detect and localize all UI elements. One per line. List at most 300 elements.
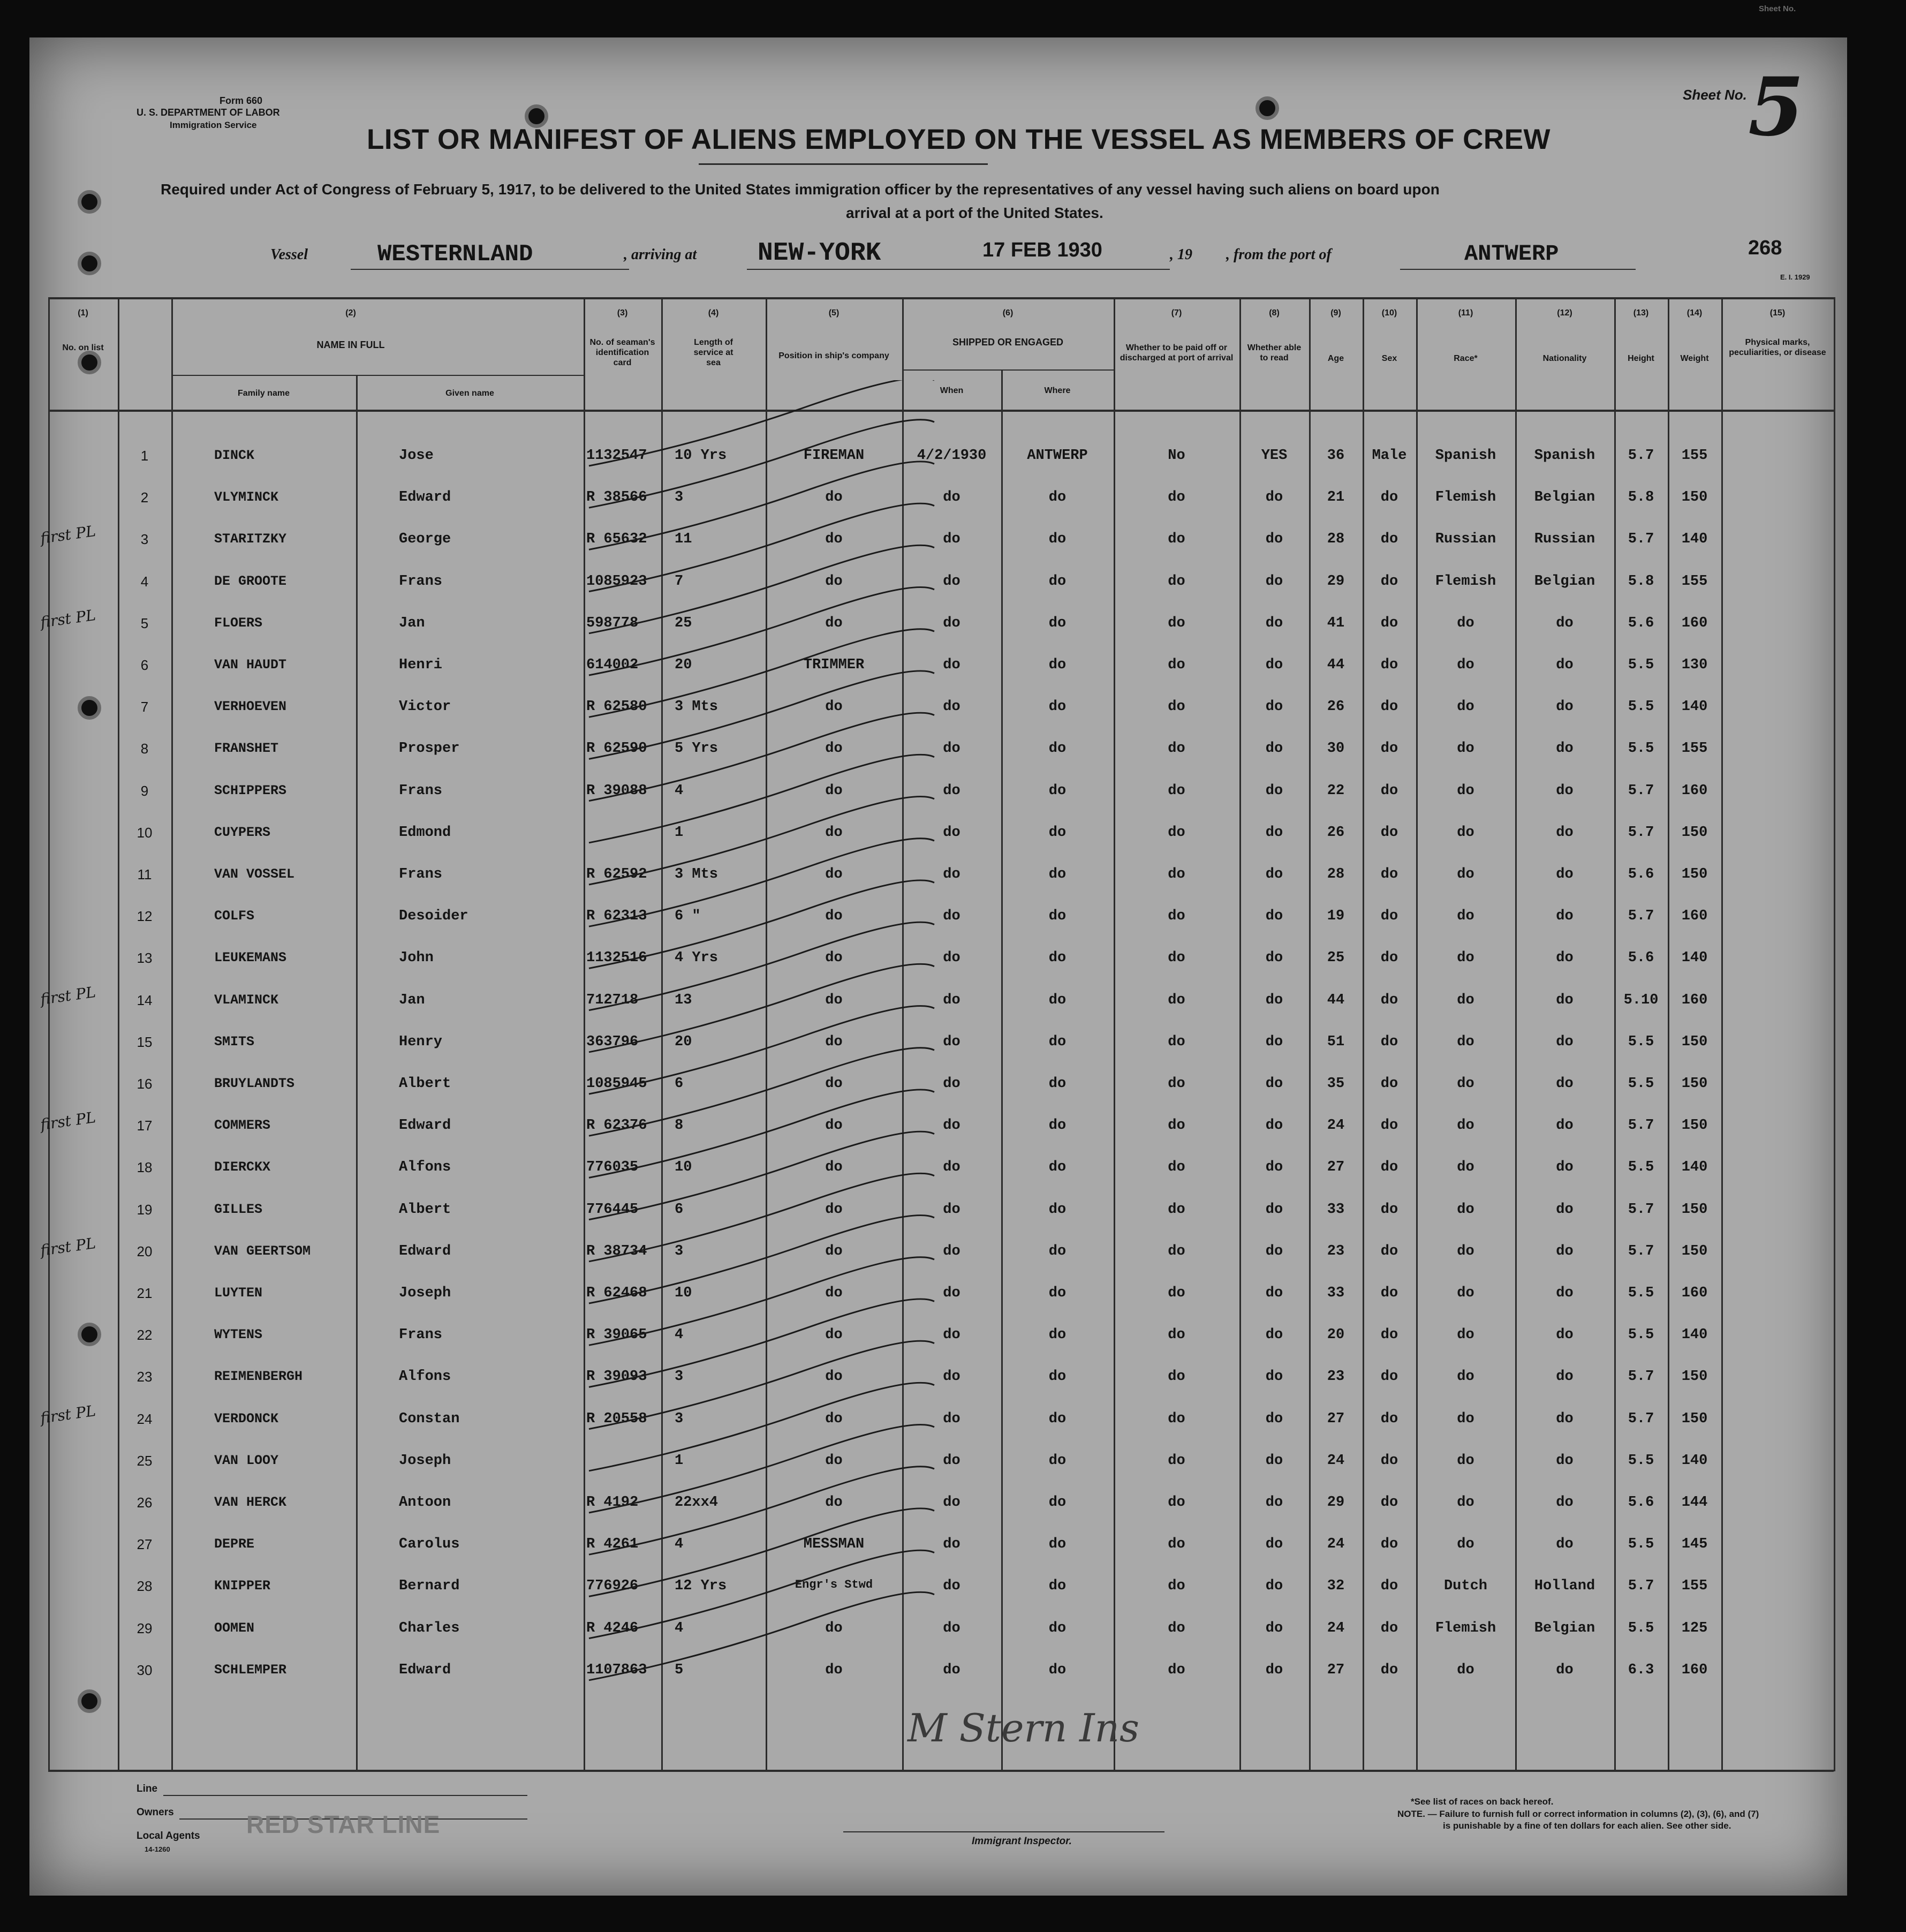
cell-paid: do — [1168, 1536, 1185, 1552]
cell-family-name: KNIPPER — [214, 1578, 271, 1594]
cell-family-name: FLOERS — [214, 615, 263, 631]
cell-where: do — [1048, 1578, 1067, 1594]
col-num: (5) — [828, 308, 839, 318]
cell-when: do — [943, 1159, 960, 1175]
cell-where: do — [1048, 1076, 1067, 1092]
cell-race: do — [1457, 1662, 1474, 1678]
col-divider — [171, 297, 173, 1771]
cell-position: do — [825, 1662, 843, 1678]
top-sheet-label: Sheet No. — [1759, 4, 1796, 13]
cell-height: 5.5 — [1628, 1076, 1654, 1092]
cell-sex: do — [1380, 866, 1398, 882]
cell-where: do — [1048, 992, 1067, 1008]
cell-family-name: VLYMINCK — [214, 489, 279, 505]
cell-when: do — [943, 950, 960, 966]
cell-when: do — [943, 825, 960, 841]
cell-weight: 125 — [1681, 1620, 1708, 1636]
cell-age: 32 — [1327, 1578, 1345, 1594]
cell-card-number: 776035 — [586, 1159, 639, 1175]
col-header-card: No. of seaman's identification card — [589, 338, 655, 367]
cell-age: 24 — [1327, 1536, 1345, 1552]
cell-weight: 150 — [1681, 825, 1708, 841]
shipped-subheader-line — [902, 369, 1114, 371]
cell-card-number: 776445 — [586, 1202, 639, 1218]
cell-when: do — [943, 1411, 960, 1427]
cell-service: 10 — [675, 1159, 692, 1175]
cell-height: 5.5 — [1628, 657, 1654, 673]
vessel-name: WESTERNLAND — [377, 241, 533, 268]
pen-slash — [589, 420, 934, 508]
cell-read: do — [1265, 1159, 1283, 1175]
cell-service: 5 Yrs — [675, 741, 718, 757]
cell-no: 19 — [137, 1202, 153, 1218]
cell-race: do — [1457, 1034, 1474, 1050]
cell-card-number: 712718 — [586, 992, 639, 1008]
col-num: (8) — [1269, 308, 1280, 318]
col-num: (4) — [708, 308, 719, 318]
cell-paid: do — [1168, 1076, 1185, 1092]
col-header-race: Race* — [1454, 354, 1478, 363]
cell-sex: do — [1380, 699, 1398, 715]
cell-read: do — [1265, 573, 1283, 590]
margin-note: first PL — [39, 1108, 97, 1134]
cell-when: do — [943, 1034, 960, 1050]
cell-nationality: do — [1556, 992, 1574, 1008]
col-num: (6) — [1002, 308, 1013, 318]
cell-sex: do — [1380, 1327, 1398, 1343]
cell-service: 10 Yrs — [675, 448, 727, 464]
cell-family-name: BRUYLANDTS — [214, 1076, 295, 1091]
cell-age: 29 — [1327, 573, 1345, 590]
cell-position: do — [825, 1034, 843, 1050]
cell-weight: 155 — [1681, 1578, 1708, 1594]
cell-height: 5.7 — [1628, 908, 1654, 924]
cell-where: do — [1048, 1034, 1067, 1050]
cell-family-name: SCHLEMPER — [214, 1662, 287, 1678]
cell-age: 27 — [1327, 1411, 1345, 1427]
cell-read: do — [1265, 699, 1283, 715]
cell-nationality: do — [1556, 1536, 1574, 1552]
cell-weight: 145 — [1681, 1536, 1708, 1552]
cell-service: 4 — [675, 783, 684, 799]
cell-no: 1 — [140, 448, 149, 464]
cell-card-number: 1085945 — [586, 1076, 647, 1092]
pen-slash — [589, 964, 934, 1052]
owners-label: Owners — [137, 1807, 174, 1818]
cell-card-number: R 20558 — [586, 1411, 647, 1427]
cell-race: do — [1457, 992, 1474, 1008]
cell-given-name: Edward — [399, 1118, 451, 1134]
cell-family-name: FRANSHET — [214, 741, 279, 756]
cell-no: 21 — [137, 1285, 153, 1301]
pen-slash — [589, 1467, 934, 1554]
cell-where: do — [1048, 1118, 1067, 1134]
cell-height: 5.7 — [1628, 448, 1654, 464]
line-label: Line — [137, 1783, 158, 1794]
col-num: (3) — [617, 308, 628, 318]
cell-when: do — [943, 531, 960, 547]
cell-weight: 140 — [1681, 531, 1708, 547]
cell-where: do — [1048, 741, 1067, 757]
cell-weight: 150 — [1681, 1243, 1708, 1259]
cell-given-name: Constan — [399, 1411, 460, 1427]
cell-no: 13 — [137, 950, 153, 966]
cell-weight: 150 — [1681, 1411, 1708, 1427]
department: U. S. DEPARTMENT OF LABOR — [137, 107, 280, 118]
cell-age: 24 — [1327, 1453, 1345, 1469]
cell-height: 5.5 — [1628, 1453, 1654, 1469]
cell-position: do — [825, 992, 843, 1008]
cell-age: 44 — [1327, 657, 1345, 673]
cell-where: do — [1048, 1285, 1067, 1301]
cell-age: 28 — [1327, 531, 1345, 547]
cell-no: 9 — [140, 783, 149, 799]
form-code: E. I. 1929 — [1780, 273, 1810, 281]
cell-weight: 150 — [1681, 1034, 1708, 1050]
cell-position: do — [825, 1369, 843, 1385]
cell-race: do — [1457, 1285, 1474, 1301]
col-header-shipped: SHIPPED OR ENGAGED — [952, 337, 1064, 348]
cell-position: do — [825, 1202, 843, 1218]
cell-weight: 140 — [1681, 1453, 1708, 1469]
col-num: (11) — [1458, 308, 1473, 318]
cell-age: 23 — [1327, 1369, 1345, 1385]
form-number: Form 660 — [220, 95, 263, 106]
cell-nationality: do — [1556, 615, 1574, 631]
cell-height: 5.5 — [1628, 1536, 1654, 1552]
margin-note: first PL — [39, 606, 97, 632]
cell-sex: do — [1380, 1159, 1398, 1175]
cell-card-number: R 62580 — [586, 699, 647, 715]
cell-nationality: do — [1556, 1243, 1574, 1259]
cell-where: do — [1048, 783, 1067, 799]
cell-given-name: George — [399, 531, 451, 547]
cell-position: do — [825, 950, 843, 966]
cell-no: 7 — [140, 699, 149, 715]
cell-read: do — [1265, 908, 1283, 924]
cell-given-name: Victor — [399, 699, 451, 715]
cell-when: do — [943, 573, 960, 590]
cell-read: do — [1265, 1243, 1283, 1259]
cell-no: 3 — [140, 531, 149, 547]
cell-read: do — [1265, 1034, 1283, 1050]
cell-given-name: Bernard — [399, 1578, 460, 1594]
cell-race: do — [1457, 1495, 1474, 1511]
cell-no: 10 — [137, 825, 153, 841]
cell-weight: 155 — [1681, 741, 1708, 757]
pen-slash — [589, 1216, 934, 1303]
cell-weight: 150 — [1681, 1118, 1708, 1134]
cell-paid: do — [1168, 950, 1185, 966]
cell-position: do — [825, 699, 843, 715]
agents-label: Local Agents — [137, 1830, 200, 1842]
cell-position: do — [825, 1243, 843, 1259]
col-header-weight: Weight — [1680, 354, 1709, 363]
cell-read: do — [1265, 1495, 1283, 1511]
cell-nationality: do — [1556, 1369, 1574, 1385]
table-bottom-border — [48, 1770, 1834, 1772]
cell-age: 41 — [1327, 615, 1345, 631]
cell-nationality: do — [1556, 908, 1574, 924]
cell-given-name: Alfons — [399, 1159, 451, 1175]
cell-service: 4 — [675, 1536, 684, 1552]
punch-hole — [78, 190, 101, 214]
cell-sex: do — [1380, 1243, 1398, 1259]
cell-given-name: Frans — [399, 866, 443, 882]
name-subheader-line — [171, 375, 584, 376]
cell-family-name: DEPRE — [214, 1536, 255, 1552]
cell-read: do — [1265, 992, 1283, 1008]
cell-card-number: R 62592 — [586, 866, 647, 882]
cell-no: 17 — [137, 1118, 153, 1134]
cell-card-number: 598778 — [586, 615, 639, 631]
cell-read: do — [1265, 825, 1283, 841]
cell-paid: do — [1168, 1327, 1185, 1343]
cell-age: 28 — [1327, 866, 1345, 882]
cell-no: 12 — [137, 908, 153, 924]
pen-slash — [589, 1131, 934, 1219]
cell-paid: do — [1168, 657, 1185, 673]
cell-where: do — [1048, 1536, 1067, 1552]
cell-height: 5.6 — [1628, 950, 1654, 966]
cell-age: 44 — [1327, 992, 1345, 1008]
cell-nationality: do — [1556, 1453, 1574, 1469]
cell-read: do — [1265, 1453, 1283, 1469]
cell-weight: 160 — [1681, 1662, 1708, 1678]
pen-slash — [589, 671, 934, 759]
cell-given-name: Frans — [399, 783, 443, 799]
col-header-no: No. on list — [62, 343, 104, 352]
cell-no: 18 — [137, 1159, 153, 1175]
margin-note: first PL — [39, 1401, 97, 1428]
cell-race: do — [1457, 1369, 1474, 1385]
cell-service: 10 — [675, 1285, 692, 1301]
note-races: *See list of races on back hereof. — [1411, 1797, 1554, 1807]
cell-when: 4/2/1930 — [917, 448, 987, 464]
cell-card-number: R 4246 — [586, 1620, 639, 1636]
cell-height: 5.10 — [1623, 992, 1659, 1008]
cell-when: do — [943, 1369, 960, 1385]
cell-nationality: Belgian — [1534, 1620, 1595, 1636]
cell-family-name: VAN HAUDT — [214, 657, 287, 673]
cell-read: do — [1265, 1202, 1283, 1218]
title-underline — [699, 163, 988, 165]
cell-position: do — [825, 489, 843, 505]
cell-weight: 155 — [1681, 573, 1708, 590]
vessel-label: Vessel — [270, 246, 308, 263]
cell-race: do — [1457, 1327, 1474, 1343]
cell-read: do — [1265, 615, 1283, 631]
service: Immigration Service — [170, 120, 257, 130]
cell-race: do — [1457, 1202, 1474, 1218]
cell-read: YES — [1261, 448, 1288, 464]
cell-position: do — [825, 1411, 843, 1427]
cell-nationality: do — [1556, 1159, 1574, 1175]
pen-slash — [589, 1090, 934, 1178]
cell-nationality: do — [1556, 657, 1574, 673]
cell-sex: do — [1380, 657, 1398, 673]
cell-sex: do — [1380, 1495, 1398, 1511]
cell-where: do — [1048, 1495, 1067, 1511]
cell-race: do — [1457, 866, 1474, 882]
cell-given-name: Henri — [399, 657, 443, 673]
cell-height: 5.7 — [1628, 1578, 1654, 1594]
cell-given-name: Edward — [399, 1243, 451, 1259]
pen-slash — [589, 503, 934, 591]
cell-weight: 160 — [1681, 908, 1708, 924]
cell-paid: do — [1168, 1411, 1185, 1427]
cell-paid: do — [1168, 1578, 1185, 1594]
cell-card-number: 1085923 — [586, 573, 647, 590]
cell-card-number: R 39088 — [586, 783, 647, 799]
cell-weight: 150 — [1681, 1202, 1708, 1218]
cell-age: 33 — [1327, 1285, 1345, 1301]
pen-slashes — [581, 380, 956, 1751]
cell-race: Dutch — [1443, 1578, 1487, 1594]
cell-paid: do — [1168, 1495, 1185, 1511]
cell-family-name: GILLES — [214, 1202, 263, 1217]
cell-height: 5.7 — [1628, 1411, 1654, 1427]
cell-where: do — [1048, 908, 1067, 924]
cell-height: 5.6 — [1628, 866, 1654, 882]
arriving-port: NEW-YORK — [758, 239, 881, 268]
col-num: (7) — [1171, 308, 1182, 318]
cell-service: 4 — [675, 1327, 684, 1343]
cell-given-name: Albert — [399, 1202, 451, 1218]
cell-where: do — [1048, 657, 1067, 673]
cell-given-name: Alfons — [399, 1369, 451, 1385]
cell-read: do — [1265, 741, 1283, 757]
vessel-underline — [351, 269, 629, 270]
sheet-number: 5 — [1748, 60, 1804, 154]
cell-service: 6 — [675, 1076, 684, 1092]
inspector-signature: M Stern Ins — [907, 1705, 1139, 1750]
cell-service: 4 — [675, 1620, 684, 1636]
cell-paid: do — [1168, 531, 1185, 547]
agents-code: 14-1260 — [145, 1845, 170, 1853]
cell-paid: do — [1168, 783, 1185, 799]
cell-service: 3 Mts — [675, 866, 718, 882]
cell-card-number: 1132516 — [586, 950, 647, 966]
cell-service: 3 Mts — [675, 699, 718, 715]
cell-no: 11 — [137, 866, 152, 882]
cell-age: 29 — [1327, 1495, 1345, 1511]
cell-sex: do — [1380, 1034, 1398, 1050]
cell-no: 8 — [140, 741, 149, 757]
cell-family-name: VAN LOOY — [214, 1453, 279, 1468]
punch-hole — [78, 1689, 101, 1713]
cell-where: do — [1048, 1159, 1067, 1175]
cell-position: do — [825, 1620, 843, 1636]
cell-card-number: R 38566 — [586, 489, 647, 505]
cell-card-number: R 62590 — [586, 741, 647, 757]
col-num: (1) — [78, 308, 88, 318]
cell-weight: 160 — [1681, 1285, 1708, 1301]
cell-nationality: Belgian — [1534, 573, 1595, 590]
cell-family-name: VAN GEERTSOM — [214, 1243, 311, 1259]
note-main: NOTE. — Failure to furnish full or correct information in columns (2), (3), (6), and (7) — [1397, 1809, 1759, 1819]
pen-slash — [589, 462, 934, 549]
cell-no: 24 — [137, 1411, 153, 1427]
cell-age: 35 — [1327, 1076, 1345, 1092]
cell-nationality: do — [1556, 1118, 1574, 1134]
cell-where: do — [1048, 531, 1067, 547]
cell-card-number: 776926 — [586, 1578, 639, 1594]
cell-height: 6.3 — [1628, 1662, 1654, 1678]
cell-read: do — [1265, 866, 1283, 882]
cell-weight: 160 — [1681, 783, 1708, 799]
cell-read: do — [1265, 1578, 1283, 1594]
cell-paid: do — [1168, 992, 1185, 1008]
cell-family-name: CUYPERS — [214, 825, 271, 840]
cell-sex: do — [1380, 531, 1398, 547]
cell-race: Russian — [1435, 531, 1496, 547]
pen-slash — [589, 797, 934, 885]
cell-service: 11 — [675, 531, 692, 547]
cell-service: 25 — [675, 615, 692, 631]
cell-given-name: Edward — [399, 489, 451, 505]
cell-given-name: Jose — [399, 448, 434, 464]
cell-race: do — [1457, 1118, 1474, 1134]
col-num: (10) — [1381, 308, 1397, 318]
manifest-sheet — [29, 37, 1847, 1896]
cell-card-number: R 62313 — [586, 908, 647, 924]
punch-hole — [78, 1323, 101, 1346]
cell-service: 4 Yrs — [675, 950, 718, 966]
cell-family-name: LEUKEMANS — [214, 950, 287, 965]
cell-paid: do — [1168, 573, 1185, 590]
cell-sex: do — [1380, 825, 1398, 841]
cell-sex: do — [1380, 573, 1398, 590]
cell-read: do — [1265, 1536, 1283, 1552]
cell-family-name: VAN HERCK — [214, 1495, 287, 1510]
subtitle: Required under Act of Congress of February 5, 1917, to be delivered to the United States immigration officer by the representatives of any vessel having such aliens on board upon — [161, 181, 1440, 198]
col-divider — [48, 297, 50, 1771]
cell-read: do — [1265, 1369, 1283, 1385]
cell-where: do — [1048, 1411, 1067, 1427]
cell-paid: No — [1168, 448, 1185, 464]
col-header-family: Family name — [238, 389, 290, 398]
cell-where: do — [1048, 489, 1067, 505]
pen-slash — [589, 1048, 934, 1136]
cell-race: do — [1457, 1243, 1474, 1259]
cell-paid: do — [1168, 1285, 1185, 1301]
cell-age: 27 — [1327, 1159, 1345, 1175]
cell-age: 33 — [1327, 1202, 1345, 1218]
cell-read: do — [1265, 1118, 1283, 1134]
punch-hole — [1255, 96, 1279, 120]
cell-card-number: R 65632 — [586, 531, 647, 547]
cell-position: do — [825, 1159, 843, 1175]
cell-when: do — [943, 1118, 960, 1134]
cell-race: Flemish — [1435, 1620, 1496, 1636]
cell-position: do — [825, 1327, 843, 1343]
col-header-service: Length of service at sea — [693, 338, 733, 367]
cell-position: FIREMAN — [803, 448, 865, 464]
inspector-line — [843, 1831, 1164, 1832]
cell-height: 5.7 — [1628, 1243, 1654, 1259]
cell-family-name: VAN VOSSEL — [214, 866, 295, 882]
cell-no: 15 — [137, 1034, 153, 1050]
cell-sex: do — [1380, 615, 1398, 631]
cell-when: do — [943, 1662, 960, 1678]
margin-note: first PL — [39, 983, 97, 1009]
cell-position: do — [825, 783, 843, 799]
pen-slash — [589, 1383, 934, 1470]
punch-hole — [78, 696, 101, 720]
cell-paid: do — [1168, 1118, 1185, 1134]
col-header-physical: Physical marks, peculiarities, or disease — [1729, 338, 1826, 357]
